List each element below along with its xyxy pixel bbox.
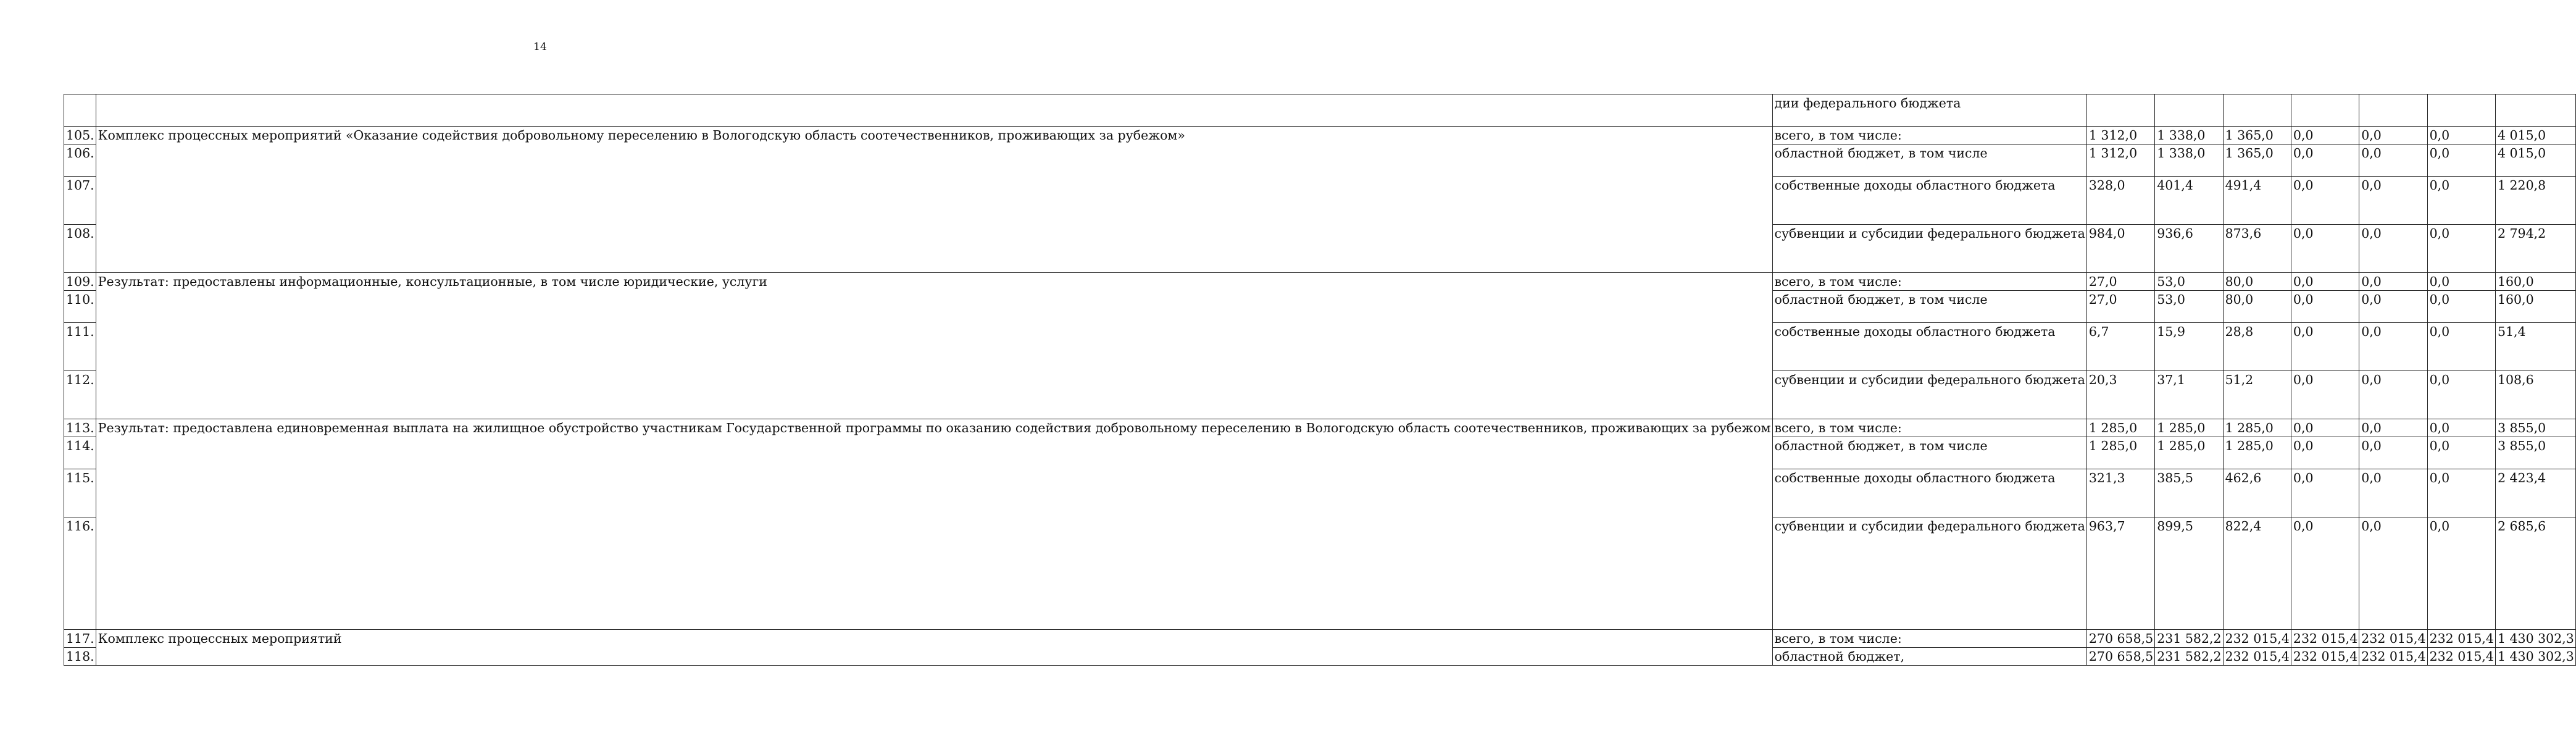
value-cell: 37,1 [2155, 371, 2223, 419]
budget-table-body [64, 94, 2576, 666]
value-cell: 0,0 [2359, 437, 2427, 469]
value-cell: 232 015,4 [2291, 648, 2359, 666]
value-cell: 15,9 [2155, 323, 2223, 371]
total-cell: 160,0 [2495, 291, 2575, 323]
value-cell: 28,8 [2223, 323, 2291, 371]
value-cell: 0,0 [2291, 469, 2359, 517]
value-cell: 0,0 [2427, 291, 2495, 323]
value-cell: 0,0 [2291, 225, 2359, 273]
funding-source-cell: субвенции и субсидии федерального бюджета [1772, 225, 2086, 273]
page-number: 14 [533, 41, 547, 53]
value-cell: 231 582,2 [2155, 648, 2223, 666]
value-cell: 0,0 [2427, 225, 2495, 273]
row-number-cell: 114. [64, 437, 96, 469]
value-cell: 1 285,0 [2155, 437, 2223, 469]
value-cell: 0,0 [2427, 517, 2495, 630]
value-cell: 51,2 [2223, 371, 2291, 419]
value-cell: 0,0 [2427, 127, 2495, 144]
value-cell: 1 312,0 [2086, 144, 2154, 177]
value-cell: 0,0 [2427, 419, 2495, 437]
row-number-cell: 117. [64, 630, 96, 648]
value-cell [2359, 94, 2427, 127]
value-cell: 1 365,0 [2223, 144, 2291, 177]
value-cell: 232 015,4 [2359, 630, 2427, 648]
value-cell: 1 285,0 [2155, 419, 2223, 437]
value-cell: 232 015,4 [2359, 648, 2427, 666]
table-row [64, 419, 2576, 437]
value-cell: 0,0 [2427, 273, 2495, 291]
value-cell: 0,0 [2291, 323, 2359, 371]
funding-source-cell: субвенции и субсидии федерального бюджета [1772, 517, 2086, 630]
total-cell [2495, 94, 2575, 127]
value-cell: 1 365,0 [2223, 127, 2291, 144]
total-cell: 3 855,0 [2495, 437, 2575, 469]
table-row [64, 630, 2576, 648]
value-cell: 27,0 [2086, 273, 2154, 291]
value-cell: 401,4 [2155, 177, 2223, 225]
table-row [64, 127, 2576, 144]
value-cell: 0,0 [2359, 469, 2427, 517]
row-number-cell: 108. [64, 225, 96, 273]
value-cell: 936,6 [2155, 225, 2223, 273]
value-cell: 0,0 [2291, 127, 2359, 144]
value-cell: 822,4 [2223, 517, 2291, 630]
funding-source-cell: всего, в том числе: [1772, 419, 2086, 437]
funding-source-cell: областной бюджет, [1772, 648, 2086, 666]
row-number-cell: 106. [64, 144, 96, 177]
row-number-cell: 115. [64, 469, 96, 517]
value-cell: 0,0 [2291, 144, 2359, 177]
value-cell: 963,7 [2086, 517, 2154, 630]
value-cell: 232 015,4 [2223, 630, 2291, 648]
total-cell: 2 794,2 [2495, 225, 2575, 273]
funding-source-cell: областной бюджет, в том числе [1772, 144, 2086, 177]
funding-source-cell: дии федерального бюджета [1772, 94, 2086, 127]
value-cell: 0,0 [2427, 177, 2495, 225]
funding-source-cell: собственные доходы областного бюджета [1772, 177, 2086, 225]
value-cell [2427, 94, 2495, 127]
row-number-cell [64, 94, 96, 127]
funding-source-cell: областной бюджет, в том числе [1772, 291, 2086, 323]
value-cell: 491,4 [2223, 177, 2291, 225]
value-cell: 232 015,4 [2223, 648, 2291, 666]
value-cell: 0,0 [2427, 323, 2495, 371]
total-cell: 4 015,0 [2495, 144, 2575, 177]
value-cell: 0,0 [2359, 127, 2427, 144]
value-cell: 0,0 [2359, 177, 2427, 225]
activity-name-cell [96, 94, 1772, 127]
value-cell: 231 582,2 [2155, 630, 2223, 648]
value-cell: 0,0 [2291, 177, 2359, 225]
value-cell: 270 658,5 [2086, 648, 2154, 666]
value-cell: 27,0 [2086, 291, 2154, 323]
row-number-cell: 111. [64, 323, 96, 371]
value-cell: 0,0 [2359, 291, 2427, 323]
row-number-cell: 105. [64, 127, 96, 144]
value-cell: 0,0 [2359, 225, 2427, 273]
value-cell [2155, 94, 2223, 127]
value-cell: 321,3 [2086, 469, 2154, 517]
value-cell: 53,0 [2155, 291, 2223, 323]
row-number-cell: 109. [64, 273, 96, 291]
value-cell: 328,0 [2086, 177, 2154, 225]
value-cell: 0,0 [2291, 291, 2359, 323]
row-number-cell: 113. [64, 419, 96, 437]
value-cell: 0,0 [2427, 371, 2495, 419]
total-cell: 3 855,0 [2495, 419, 2575, 437]
value-cell: 462,6 [2223, 469, 2291, 517]
value-cell: 0,0 [2359, 323, 2427, 371]
activity-name-cell: Результат: предоставлена единовременная выплата на жилищное обустройство участникам Государственной программы по оказанию содействия добровольному переселению в Вологодскую область соотечественников, проживающих за рубежом [96, 419, 1772, 630]
value-cell [2291, 94, 2359, 127]
row-number-cell: 112. [64, 371, 96, 419]
total-cell: 1 430 302,3 [2495, 630, 2575, 648]
value-cell [2086, 94, 2154, 127]
activity-name-cell: Результат: предоставлены информационные, консультационные, в том числе юридические, услуги [96, 273, 1772, 419]
continuation-row [64, 94, 2576, 127]
funding-source-cell: собственные доходы областного бюджета [1772, 469, 2086, 517]
value-cell: 0,0 [2359, 419, 2427, 437]
value-cell: 232 015,4 [2427, 630, 2495, 648]
value-cell: 0,0 [2359, 371, 2427, 419]
value-cell: 0,0 [2291, 273, 2359, 291]
value-cell: 0,0 [2291, 517, 2359, 630]
row-number-cell: 118. [64, 648, 96, 666]
value-cell: 899,5 [2155, 517, 2223, 630]
value-cell: 1 285,0 [2086, 437, 2154, 469]
value-cell: 232 015,4 [2291, 630, 2359, 648]
budget-table [64, 94, 2576, 666]
value-cell: 232 015,4 [2427, 648, 2495, 666]
total-cell: 51,4 [2495, 323, 2575, 371]
value-cell: 0,0 [2291, 371, 2359, 419]
value-cell: 1 338,0 [2155, 144, 2223, 177]
value-cell: 0,0 [2427, 144, 2495, 177]
total-cell: 108,6 [2495, 371, 2575, 419]
total-cell: 2 423,4 [2495, 469, 2575, 517]
row-number-cell: 107. [64, 177, 96, 225]
value-cell: 270 658,5 [2086, 630, 2154, 648]
value-cell: 80,0 [2223, 273, 2291, 291]
value-cell: 0,0 [2359, 273, 2427, 291]
total-cell: 2 685,6 [2495, 517, 2575, 630]
funding-source-cell: всего, в том числе: [1772, 127, 2086, 144]
funding-source-cell: областной бюджет, в том числе [1772, 437, 2086, 469]
value-cell: 6,7 [2086, 323, 2154, 371]
value-cell: 1 338,0 [2155, 127, 2223, 144]
activity-name-cell: Комплекс процессных мероприятий [96, 630, 1772, 666]
row-number-cell: 116. [64, 517, 96, 630]
value-cell: 385,5 [2155, 469, 2223, 517]
value-cell: 20,3 [2086, 371, 2154, 419]
value-cell: 984,0 [2086, 225, 2154, 273]
value-cell [2223, 94, 2291, 127]
value-cell: 1 285,0 [2223, 419, 2291, 437]
funding-source-cell: всего, в том числе: [1772, 630, 2086, 648]
total-cell: 1 430 302,3 [2495, 648, 2575, 666]
total-cell: 160,0 [2495, 273, 2575, 291]
value-cell: 80,0 [2223, 291, 2291, 323]
value-cell: 1 285,0 [2086, 419, 2154, 437]
value-cell: 873,6 [2223, 225, 2291, 273]
activity-name-cell: Комплекс процессных мероприятий «Оказание содействия добровольному переселению в Вологодскую область соотечественников, проживающих за рубежом» [96, 127, 1772, 273]
value-cell: 0,0 [2359, 144, 2427, 177]
row-number-cell: 110. [64, 291, 96, 323]
funding-source-cell: субвенции и субсидии федерального бюджета [1772, 371, 2086, 419]
table-row [64, 273, 2576, 291]
value-cell: 0,0 [2359, 517, 2427, 630]
total-cell: 1 220,8 [2495, 177, 2575, 225]
value-cell: 0,0 [2291, 437, 2359, 469]
funding-source-cell: собственные доходы областного бюджета [1772, 323, 2086, 371]
value-cell: 1 285,0 [2223, 437, 2291, 469]
value-cell: 0,0 [2291, 419, 2359, 437]
total-cell: 4 015,0 [2495, 127, 2575, 144]
value-cell: 0,0 [2427, 437, 2495, 469]
funding-source-cell: всего, в том числе: [1772, 273, 2086, 291]
value-cell: 53,0 [2155, 273, 2223, 291]
value-cell: 0,0 [2427, 469, 2495, 517]
value-cell: 1 312,0 [2086, 127, 2154, 144]
